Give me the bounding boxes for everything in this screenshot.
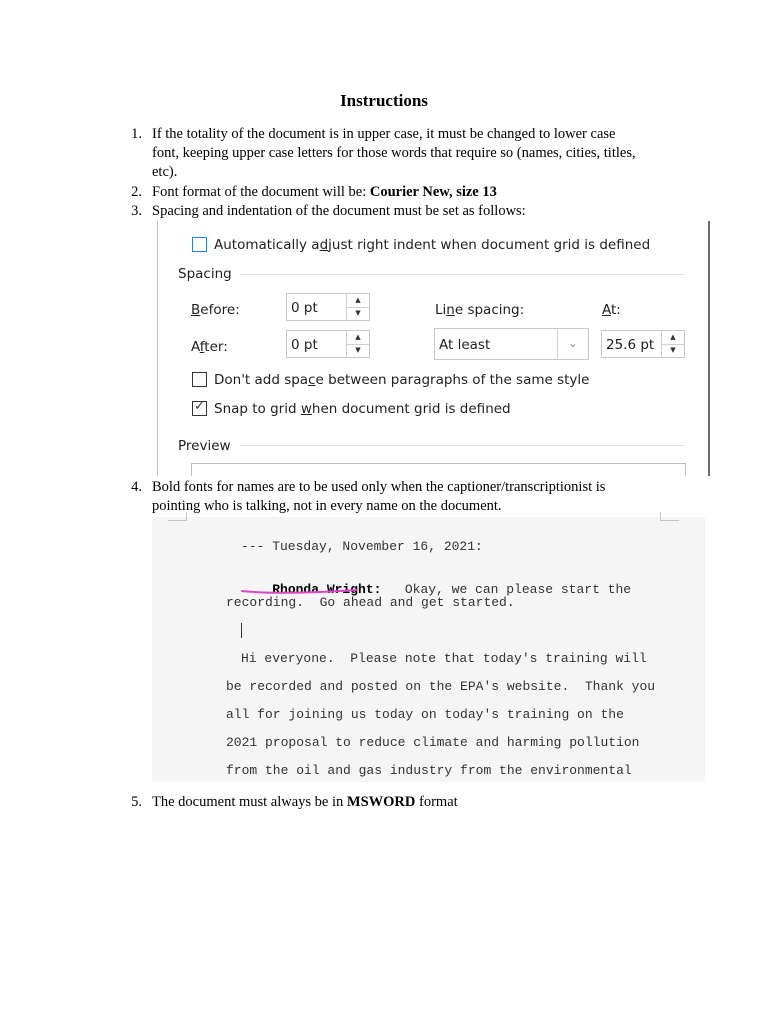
spinner-buttons [346,331,369,357]
spin-up-icon[interactable]: ▲ [662,331,684,345]
page-title: Instructions [340,91,428,110]
spin-down-icon[interactable]: ▼ [670,346,676,354]
spinner-buttons [346,294,369,320]
list-text [152,793,662,812]
transcript-line: recording. Go ahead and get started. [226,595,515,610]
auto-adjust-label: Automatically adjust right indent when document grid is defined [214,237,651,253]
spin-down-icon[interactable]: ▼ [355,309,361,317]
list-text-line: Bold fonts for names are to be used only when the captioner/transcriptionist is [152,479,606,495]
at-value: 25.6 pt [606,337,655,353]
line-spacing-value: At least [439,337,491,353]
dont-add-space-label: Don't add space between paragraphs of the same style [214,372,590,388]
after-label: After: [191,339,228,355]
preview-box [191,463,686,476]
font-format-value: Courier New, size 13 [369,184,497,200]
list-number: 1. [131,126,142,142]
speaker-name: Rhonda Wright: [272,582,382,597]
at-spinner[interactable] [601,330,685,358]
transcript-date-line: --- Tuesday, November 16, 2021: [241,539,483,554]
list-number: 5. [131,794,142,810]
spacing-group-label: Spacing [178,266,232,282]
spin-down-icon[interactable]: ▼ [355,346,361,354]
speaker-underline-mark [240,587,358,595]
at-label: At: [602,302,621,318]
list-text [152,478,662,516]
transcript-line: all for joining us today on today's training on the [226,707,624,722]
before-spinner[interactable] [286,293,370,321]
list-text-line: font, keeping upper case letters for those words that require so (names, cities, titles, [152,145,636,161]
line-spacing-select[interactable] [434,328,589,360]
preview-group-divider [240,445,685,446]
list-number: 4. [131,479,142,495]
page-corner-mark [168,512,187,521]
paragraph-settings-screenshot [157,221,710,476]
transcript-line: from the oil and gas industry from the environmental [226,763,632,778]
speaker-text: Okay, we can please start the [381,582,632,597]
before-label: Before: [191,302,240,318]
list-text-line: pointing who is talking, not in every name on the document. [152,498,502,514]
spinner-buttons [661,331,684,357]
line-spacing-label: Line spacing: [435,302,525,318]
list-number: 3. [131,203,142,219]
transcript-sample-screenshot [152,517,705,782]
format-name: MSWORD [346,794,416,810]
list-number: 2. [131,184,142,200]
before-value: 0 pt [291,300,318,316]
list-text: Spacing and indentation of the document must be set as follows: [152,203,526,219]
spin-up-icon[interactable]: ▲ [347,331,369,345]
transcript-line: 2021 proposal to reduce climate and harming pollution [226,735,640,750]
snap-to-grid-checkbox[interactable] [192,401,207,416]
text-cursor [241,623,242,638]
auto-adjust-checkbox[interactable] [192,237,207,252]
spin-up-icon[interactable]: ▲ [347,294,369,308]
preview-group-label: Preview [178,438,231,454]
transcript-line: be recorded and posted on the EPA's website. Thank you [226,679,656,694]
list-text-line: If the totality of the document is in upper case, it must be changed to lower case [152,126,616,142]
spacing-group-divider [240,274,685,275]
after-spinner[interactable] [286,330,370,358]
chevron-down-icon[interactable]: ⌄ [557,329,588,359]
list-text [152,125,662,182]
list-text-prefix: Font format of the document will be: [152,184,370,200]
transcript-line: Hi everyone. Please note that today's training will [241,651,647,666]
snap-to-grid-label: Snap to grid when document grid is defined [214,401,511,417]
list-text [152,183,662,202]
dont-add-space-checkbox[interactable] [192,372,207,387]
list-text-suffix: format [415,794,458,810]
page-corner-mark [660,512,679,521]
checkmark-icon: ✓ [194,399,205,414]
list-text-prefix: The document must always be in [152,794,347,810]
list-text-line: etc). [152,164,178,180]
after-value: 0 pt [291,337,318,353]
